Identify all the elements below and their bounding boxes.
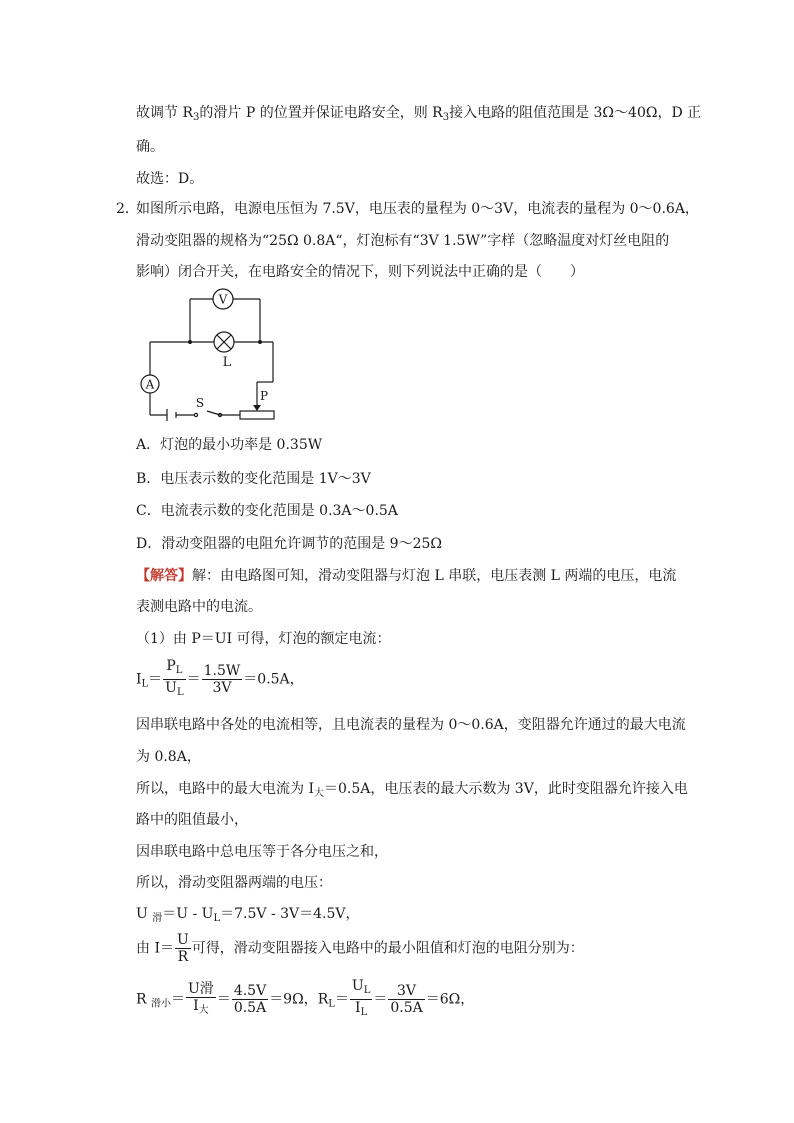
answer-para-5: 因串联电路中总电压等于各分电压之和， bbox=[136, 844, 388, 860]
question-line-3: 影响）闭合开关，在电路安全的情况下，则下列说法中正确的是（ ） bbox=[136, 264, 584, 280]
eq1-result: ＝0.5A， bbox=[243, 671, 304, 688]
eq3-den1 bbox=[186, 998, 216, 1019]
question-line-2: 滑动变阻器的规格为“25Ω 0.8A“，灯泡标有“3V 1.5W”字样（忽略温度对灯丝电阻的 bbox=[136, 233, 670, 249]
slider-arrow-icon bbox=[253, 405, 261, 411]
answer-para-4: 路中的阻值最小， bbox=[136, 812, 248, 828]
eq3-den2: 0.5A bbox=[233, 1000, 267, 1016]
option-b: B．电压表示数的变化范围是 1V～3V bbox=[136, 471, 371, 487]
eq2-b-sub: L bbox=[213, 913, 221, 924]
eq2-c: ＝7.5V - 3V＝4.5V， bbox=[220, 906, 360, 922]
eq3-den3-sym: I bbox=[355, 1000, 361, 1016]
eq3-num2: 4.5V bbox=[233, 983, 267, 999]
circuit-diagram bbox=[130, 285, 290, 430]
lamp-label: L bbox=[222, 355, 232, 370]
answer-para-6: 所以，滑动变阻器两端的电压： bbox=[136, 875, 332, 891]
question-line-1: 如图所示电路，电源电压恒为 7.5V，电压表的量程为 0～3V，电流表的量程为 0～0.6A， bbox=[136, 201, 699, 217]
eq1-lhs: I bbox=[136, 671, 142, 688]
rheostat bbox=[240, 411, 274, 419]
eq3-den3 bbox=[350, 1000, 372, 1021]
eq3-fraction-2 bbox=[232, 983, 268, 1016]
r3-symbol: R bbox=[182, 105, 193, 121]
answer-para-1: 因串联电路中各处的电流相等，且电流表的量程为 0～0.6A，变阻器允许通过的最大电流 bbox=[136, 717, 686, 733]
eq3-den3-sub: L bbox=[360, 1007, 368, 1018]
option-d: D．滑动变阻器的电阻允许调节的范围是 9～25Ω bbox=[136, 536, 443, 552]
eq3-num4: 3V bbox=[388, 983, 424, 1000]
eq3-equals-4: ＝ bbox=[373, 991, 388, 1008]
eq3-den4: 0.5A bbox=[390, 1000, 423, 1016]
r3-subscript-2: 3 bbox=[442, 112, 450, 123]
eq3-fraction-3 bbox=[350, 978, 372, 1021]
eq3-lhs-sub: 滑小 bbox=[151, 998, 171, 1010]
slider-label: P bbox=[259, 389, 269, 403]
answer-intro-line-2: 表测电路中的电流。 bbox=[136, 599, 262, 615]
eq1-equals: ＝ bbox=[148, 671, 163, 688]
answer-step-1: （1）由 P＝UI 可得，灯泡的额定电流： bbox=[136, 631, 391, 647]
junction-left bbox=[188, 340, 192, 344]
prev-text-a: 故调节 bbox=[136, 105, 183, 121]
eq3-equals-3: ＝ bbox=[334, 991, 349, 1008]
answer-para-2: 为 0.8A， bbox=[136, 749, 201, 765]
answer-tag: 【解答】 bbox=[136, 568, 192, 584]
eq3-num1: U滑 bbox=[188, 980, 214, 997]
eq2-a: U bbox=[136, 906, 153, 922]
eq1-lhs-sub: L bbox=[141, 678, 149, 690]
option-c: C．电流表示数的变化范围是 0.3A～0.5A bbox=[136, 503, 398, 519]
voltmeter-label: V bbox=[218, 292, 228, 307]
junction-right bbox=[258, 340, 262, 344]
p7-num: U bbox=[176, 932, 189, 948]
eq3-result-2: ＝6Ω， bbox=[425, 991, 475, 1008]
eq1-den-sym: U bbox=[165, 680, 177, 696]
answer-intro-line-1 bbox=[136, 567, 676, 585]
equation-resistances bbox=[136, 978, 474, 1021]
prev-answer-choice: 故选：D。 bbox=[136, 171, 204, 187]
answer-intro-text: 解：由电路图可知，滑动变阻器与灯泡 L 串联，电压表测 L 两端的电压，电流 bbox=[192, 568, 677, 584]
eq1-den-sub: L bbox=[176, 687, 184, 698]
eq1-num-sub: L bbox=[175, 665, 183, 676]
eq3-equals-2: ＝ bbox=[216, 991, 231, 1008]
eq1-num-value: 1.5W bbox=[203, 663, 241, 679]
eq3-lhs: R bbox=[136, 991, 151, 1008]
p7-den: R bbox=[177, 949, 189, 965]
p7-text-a: 由 I＝ bbox=[136, 940, 174, 957]
p3-sub: 大 bbox=[313, 788, 324, 799]
eq3-lhs2: R bbox=[317, 991, 329, 1008]
eq1-equals-2: ＝ bbox=[186, 671, 201, 688]
answer-para-3 bbox=[136, 780, 688, 803]
eq3-fraction-4 bbox=[388, 983, 424, 1016]
eq1-den bbox=[163, 680, 185, 701]
eq1-num bbox=[163, 658, 185, 680]
prev-answer-line-2: 确。 bbox=[136, 139, 164, 155]
eq1-den-value: 3V bbox=[212, 680, 232, 696]
p3-text-a: 所以，电路中的最大电流为 I bbox=[136, 781, 314, 797]
switch-contact-left bbox=[194, 413, 197, 416]
equation-slider-voltage bbox=[136, 905, 360, 928]
eq3-num3 bbox=[350, 978, 372, 1000]
switch-label: S bbox=[195, 396, 205, 410]
eq1-fraction-symbolic bbox=[163, 658, 185, 701]
eq3-lhs2-sub: L bbox=[328, 998, 335, 1010]
eq2-a-sub: 滑 bbox=[152, 913, 163, 924]
eq3-den1-sub: 大 bbox=[198, 1004, 209, 1016]
p7-fraction bbox=[175, 932, 191, 965]
answer-para-7 bbox=[136, 932, 584, 965]
prev-answer-line-1 bbox=[136, 104, 701, 127]
question-number: 2． bbox=[116, 201, 139, 217]
eq1-fraction-numeric bbox=[202, 663, 243, 696]
p7-text-b: 可得，滑动变阻器接入电路中的最小阻值和灯泡的电阻分别为： bbox=[191, 940, 584, 957]
eq3-den1-sym: I bbox=[193, 997, 199, 1014]
eq2-b: ＝U - U bbox=[162, 906, 214, 922]
p3-text-b: ＝0.5A，电压表的最大示数为 3V，此时变阻器允许接入电 bbox=[323, 781, 688, 797]
eq3-equals: ＝ bbox=[171, 991, 185, 1008]
eq3-result-1: ＝9Ω， bbox=[269, 991, 318, 1008]
prev-text-b: 的滑片 P 的位置并保证电路安全，则 bbox=[199, 105, 433, 121]
equation-rated-current bbox=[136, 658, 304, 701]
eq3-num3-sym: U bbox=[351, 978, 364, 994]
eq1-num-sym: P bbox=[166, 658, 176, 674]
r3-symbol-2: R bbox=[432, 105, 443, 121]
prev-text-c: 接入电路的阻值范围是 3Ω～40Ω，D 正 bbox=[449, 105, 702, 121]
ammeter-label: A bbox=[145, 377, 155, 392]
option-a: A．灯泡的最小功率是 0.35W bbox=[136, 437, 323, 453]
r3-subscript: 3 bbox=[193, 112, 200, 123]
eq3-fraction-1 bbox=[186, 981, 216, 1019]
eq3-num3-sub: L bbox=[363, 985, 371, 996]
